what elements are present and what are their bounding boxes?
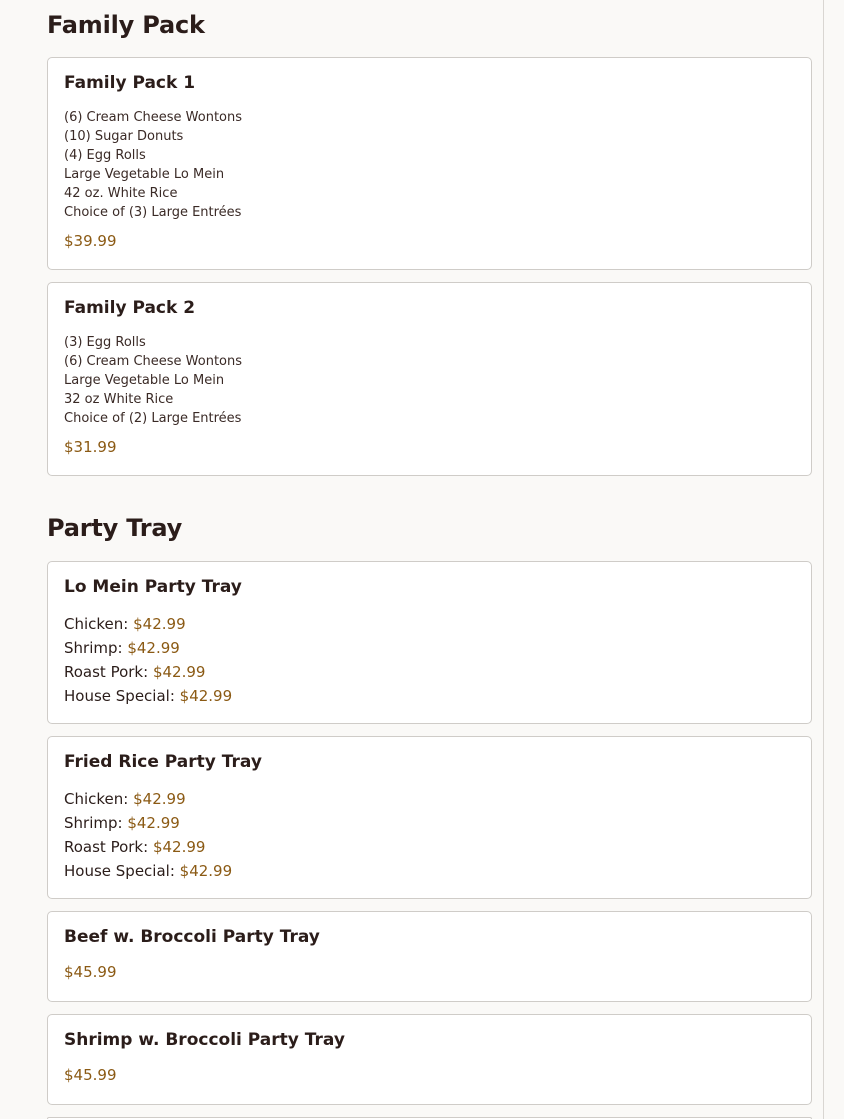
menu-item-card[interactable]	[47, 57, 812, 270]
menu-item-card[interactable]	[47, 736, 812, 899]
option-row[interactable]	[64, 787, 232, 811]
option-price: $42.99	[127, 814, 180, 832]
option-label: Roast Pork:	[64, 663, 149, 681]
description-line: 42 oz. White Rice	[64, 186, 178, 201]
option-row[interactable]	[64, 835, 232, 859]
option-label: Chicken:	[64, 615, 129, 633]
menu-item-card[interactable]	[47, 1014, 812, 1105]
description-line: Large Vegetable Lo Mein	[64, 373, 225, 388]
option-row[interactable]	[64, 612, 232, 636]
option-row[interactable]	[64, 660, 232, 684]
option-price: $42.99	[127, 639, 180, 657]
option-price: $42.99	[179, 862, 233, 880]
option-row[interactable]	[64, 636, 232, 660]
option-row[interactable]	[64, 859, 232, 883]
menu-item-name: Fried Rice Party Tray	[64, 752, 262, 772]
option-label: Shrimp:	[64, 814, 123, 832]
menu-item-price: $39.99	[64, 232, 117, 250]
menu-item-name: Lo Mein Party Tray	[64, 577, 242, 597]
description-line: Choice of (2) Large Entrées	[64, 411, 242, 426]
description-line: (6) Cream Cheese Wontons	[64, 110, 243, 125]
description-line: (6) Cream Cheese Wontons	[64, 354, 243, 369]
menu-item-name: Family Pack 2	[64, 298, 196, 318]
option-price: $42.99	[152, 663, 206, 681]
section-title-party-tray: Party Tray	[47, 514, 183, 542]
menu-item-price: $45.99	[64, 963, 117, 981]
menu-item-options	[64, 612, 232, 708]
option-price: $42.99	[179, 687, 233, 705]
description-line: Large Vegetable Lo Mein	[64, 167, 225, 182]
option-row[interactable]	[64, 811, 232, 835]
description-line: Choice of (3) Large Entrées	[64, 205, 242, 220]
option-price: $42.99	[152, 838, 206, 856]
menu-item-card[interactable]	[47, 911, 812, 1002]
option-price: $42.99	[133, 615, 186, 633]
menu-item-price: $31.99	[64, 438, 117, 456]
menu-item-name: Shrimp w. Broccoli Party Tray	[64, 1030, 345, 1050]
menu-item-card[interactable]	[47, 282, 812, 476]
option-label: Roast Pork:	[64, 838, 149, 856]
description-line: (4) Egg Rolls	[64, 148, 146, 163]
option-row[interactable]	[64, 684, 232, 708]
option-label: Shrimp:	[64, 639, 123, 657]
description-line: (3) Egg Rolls	[64, 335, 146, 350]
menu-item-name: Beef w. Broccoli Party Tray	[64, 927, 320, 947]
page-edge-divider	[823, 0, 824, 1119]
menu-item-description	[64, 108, 242, 222]
menu-item-price: $45.99	[64, 1066, 117, 1084]
menu-item-description	[64, 333, 242, 428]
section-title-family-pack: Family Pack	[47, 11, 205, 39]
description-line: 32 oz White Rice	[64, 392, 174, 407]
option-price: $42.99	[133, 790, 186, 808]
option-label: House Special:	[64, 862, 175, 880]
option-label: Chicken:	[64, 790, 129, 808]
option-label: House Special:	[64, 687, 175, 705]
menu-item-name: Family Pack 1	[64, 73, 196, 93]
menu-item-card[interactable]	[47, 561, 812, 724]
description-line: (10) Sugar Donuts	[64, 129, 184, 144]
menu-item-options	[64, 787, 232, 883]
